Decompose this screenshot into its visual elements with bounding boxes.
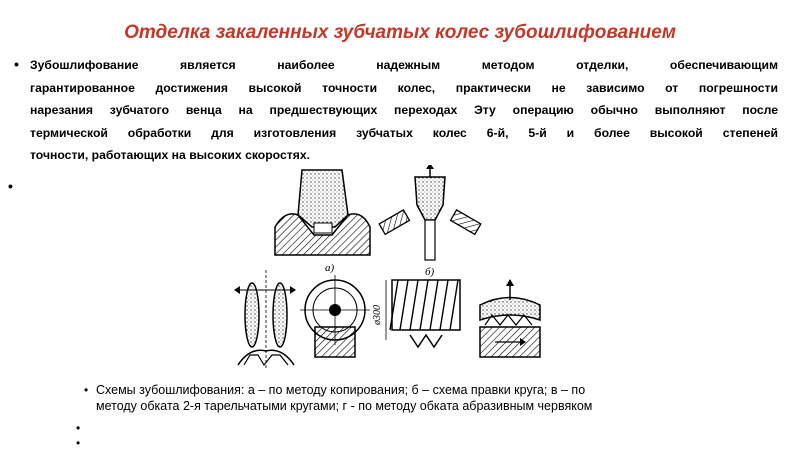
scheme-b-dressing — [379, 165, 481, 278]
bullet-marker: • — [8, 178, 13, 194]
scheme-a-copying — [275, 170, 370, 274]
label-a: а) — [325, 262, 335, 274]
bullet-marker: • — [14, 56, 19, 72]
paragraph-line: гарантированное достижения высокой точности колес, практически не зависимо от погрешности — [30, 80, 778, 95]
paragraph-line: точности, работающих на высоких скоростях. — [30, 148, 310, 162]
gear-grinding-schemes-figure — [230, 165, 570, 377]
figure-caption — [96, 382, 736, 414]
main-paragraph — [30, 54, 778, 167]
slide-title: Отделка закаленных зубчатых колес зубошлифованием — [124, 22, 676, 43]
bullet-marker: • — [84, 383, 89, 397]
scheme-v-two-dish-wheels — [234, 270, 296, 370]
scheme-v-side-view — [300, 275, 370, 357]
bullet-marker: • — [76, 421, 81, 435]
scheme-g-worm-wheel — [372, 280, 460, 347]
caption-line: методу обката 2-я тарельчатыми кругами; г - по методу обката абразивным червяком — [96, 399, 593, 413]
paragraph-line: нарезания зубчатого венца на предшествующих переходах Эту операцию обычно выполняют после — [30, 103, 778, 117]
bullet-marker: • — [76, 436, 81, 450]
label-b: б) — [425, 266, 435, 278]
scheme-g-side-view — [480, 279, 540, 357]
dimension-label: ø300 — [372, 305, 383, 325]
paragraph-line: термической обработки для изготовления зубчатых колес 6-й, 5-й и более высокой степеней — [30, 125, 778, 140]
caption-line: Схемы зубошлифования: а – по методу копирования; б – схема правки круга; в – по — [96, 383, 586, 397]
paragraph-line: Зубошлифование является наиболее надежным методом отделки, обеспечивающим — [30, 58, 778, 72]
